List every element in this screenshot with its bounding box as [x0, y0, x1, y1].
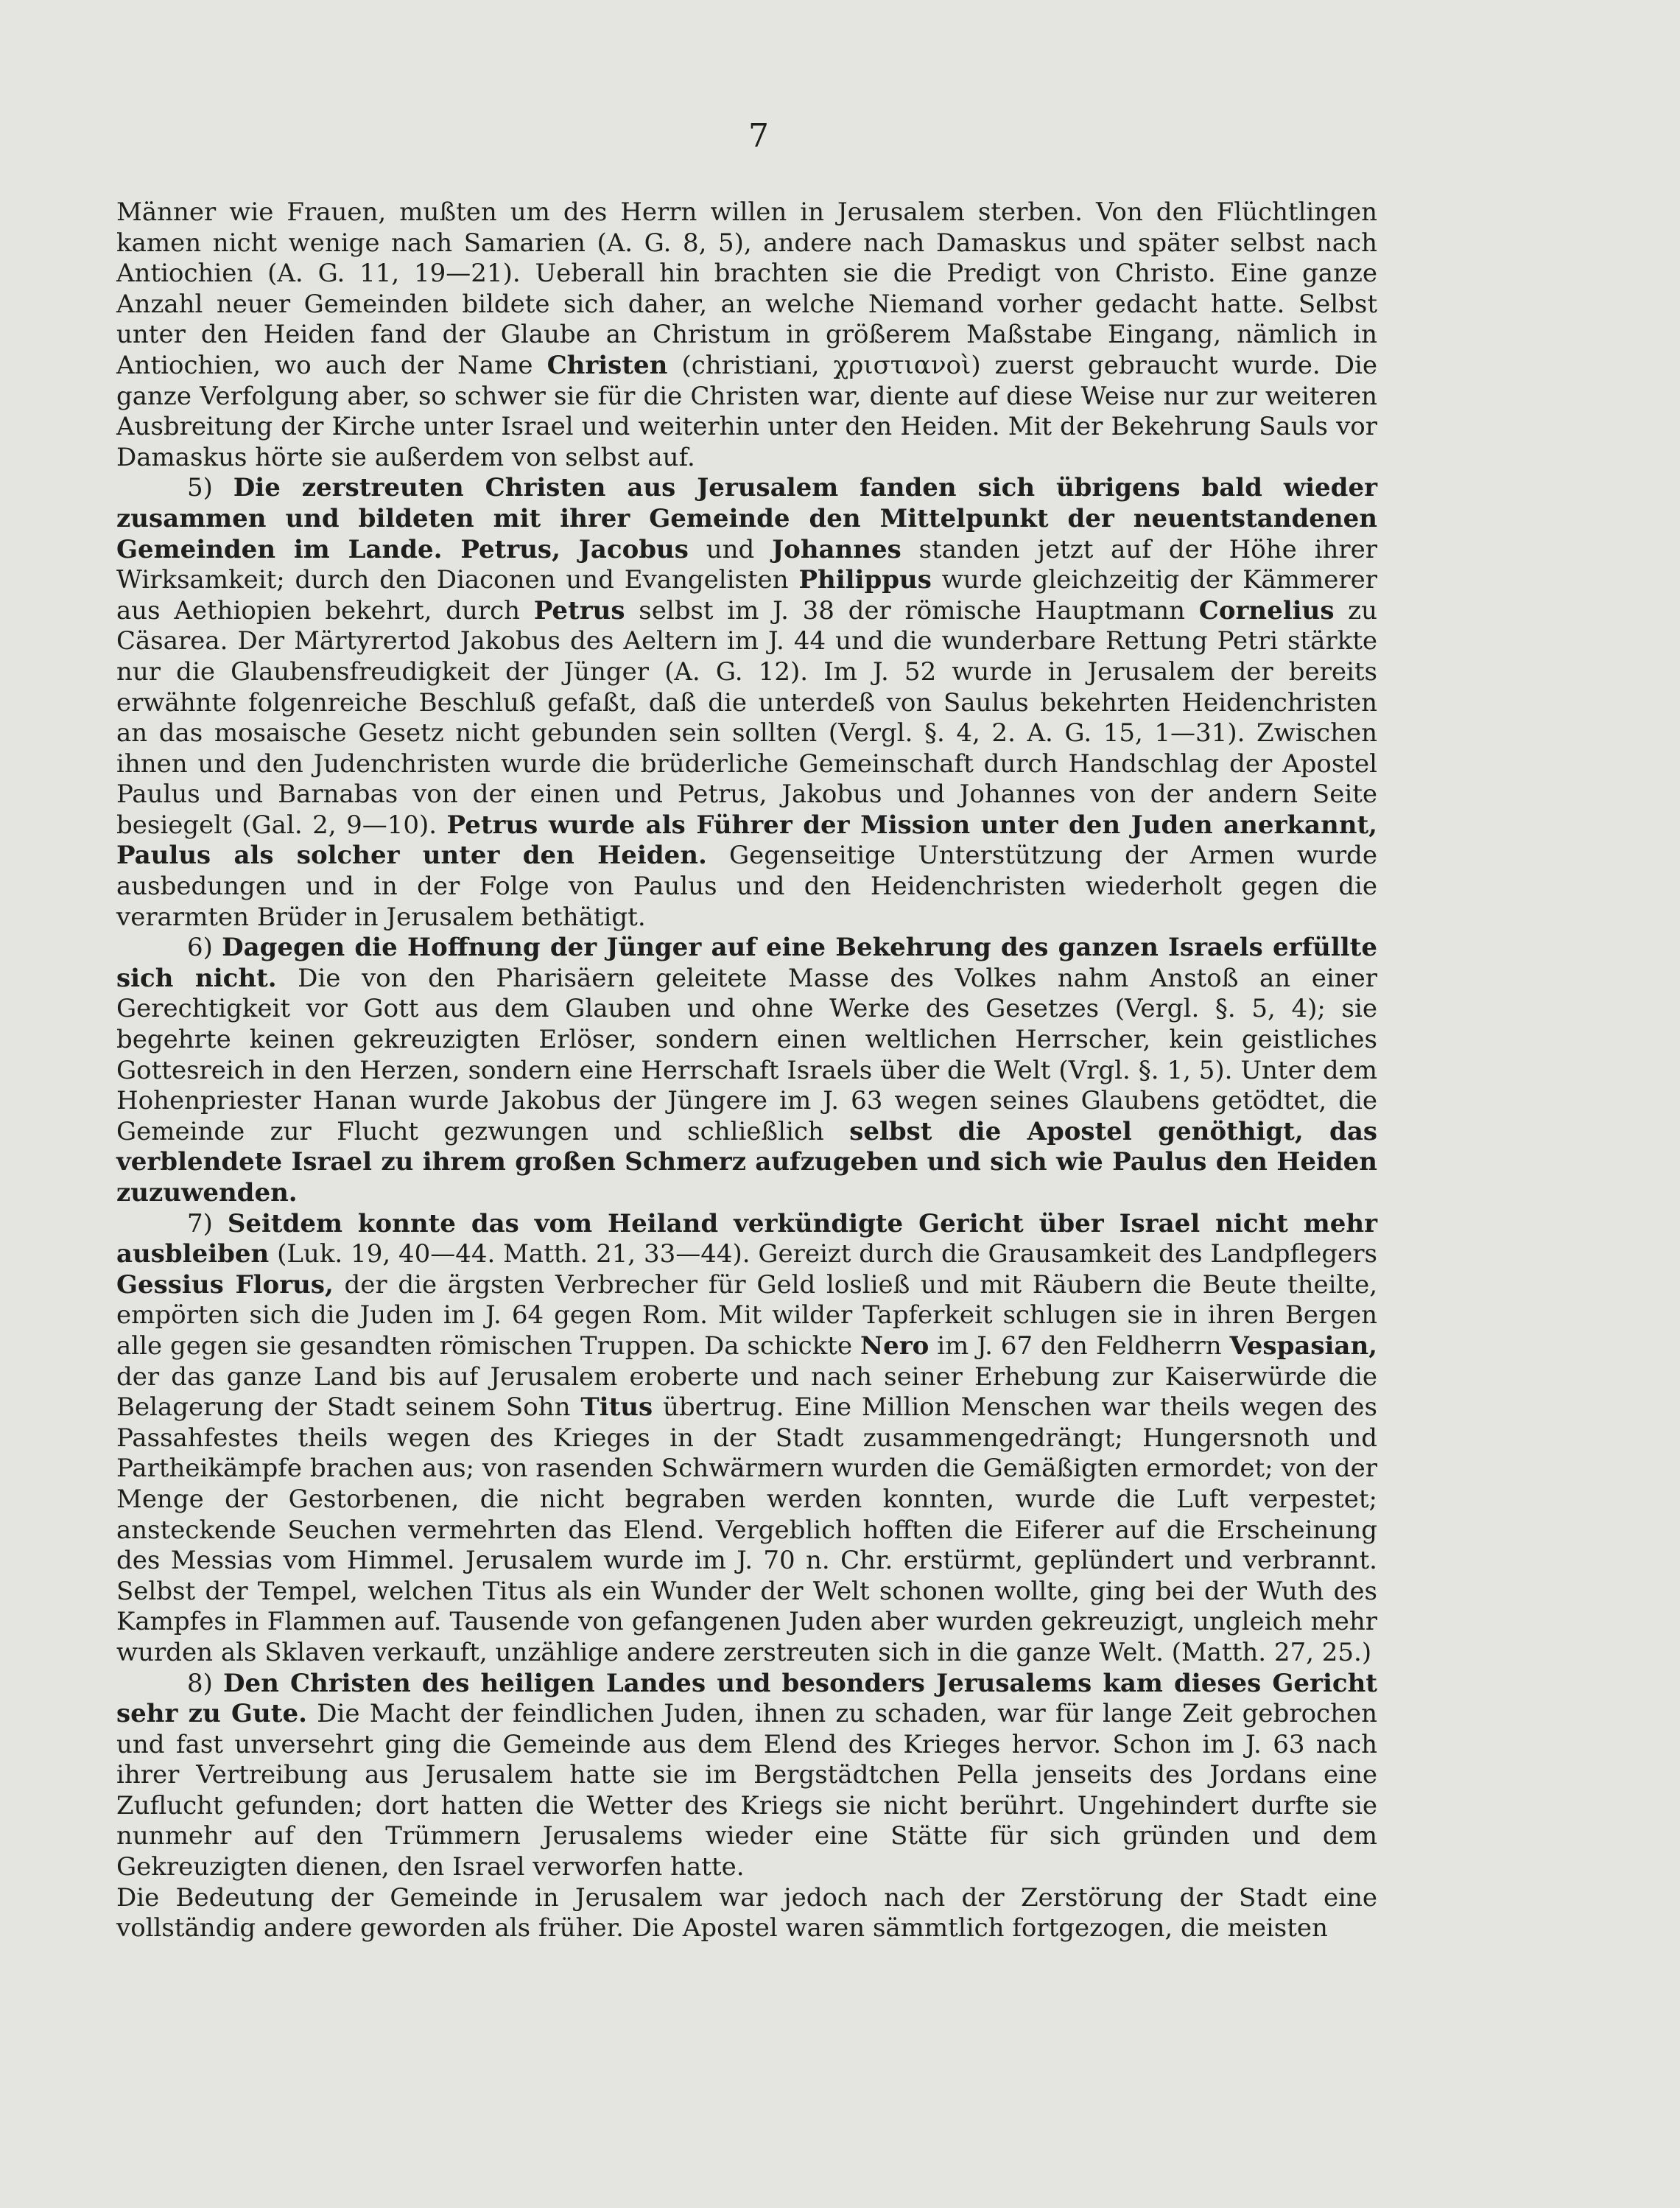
text-segment: Die Macht der feindlichen Juden, ihnen zu schaden, war für lange Zeit gebrochen und fast unversehrt ging die Gemeinde aus dem Elend des Krieges hervor. Schon im J. 63 nach ihrer Vertreibung aus Jerusalem hatte sie im Bergstädtchen Pella jenseits des Jordans eine Zuflucht gefunden; dort hatten die Wetter des Kriegs sie nicht berührt. Ungehindert durfte sie nunmehr auf den Trümmern Jerusalems wieder eine Stätte für sich gründen und dem Gekreuzigten dienen, den Israel verworfen hatte.	[116, 1699, 1377, 1882]
text-segment: im J. 67 den Feldherrn	[929, 1331, 1230, 1361]
bold-term: Nero	[860, 1331, 929, 1361]
bold-term: Titus	[580, 1392, 653, 1423]
paragraph-final	[116, 1883, 1377, 1944]
paragraph-8	[116, 1669, 1377, 1883]
paragraph-number: 7)	[187, 1208, 213, 1238]
text-segment: Männer wie Frauen, mußten um des Herrn willen in Jerusalem sterben. Von den Flüchtlingen kamen nicht wenige nach Samarien (A. G. 8, 5), andere nach Damaskus und später selbst nach Antiochien (A. G. 11, 19—21). Ueberall hin brachten sie die Predigt von Christo. Eine ganze Anzahl neuer Gemeinden bildete sich daher, an welche Niemand vorher gedacht hatte. Selbst unter den Heiden fand der Glaube an Christum in größerem Maßstabe Eingang, nämlich in Antiochien, wo auch der Name	[116, 197, 1377, 380]
paragraph-6	[116, 933, 1377, 1208]
page-number: 7	[748, 117, 769, 155]
bold-term: Dagegen die Hoffnung der Jünger auf eine Bekehrung des ganzen Israels erfüllte sich nicht.	[116, 933, 1378, 993]
bold-term: Seitdem konnte das vom Heiland verkündigte Gericht über Israel nicht mehr ausbleiben	[116, 1208, 1377, 1269]
bold-term: Die zerstreuten Christen aus Jerusalem fanden sich übrigens bald wieder zusammen und bildeten mit ihrer Gemeinde den Mittelpunkt der neuentstandenen Gemeinden im Lande. Petrus, Jacobus	[116, 473, 1378, 564]
bold-term: Cornelius	[1198, 595, 1335, 625]
text-segment: standen jetzt auf der Höhe ihrer Wirksamkeit; durch den Diaconen und Evangelisten	[116, 534, 1377, 595]
text-segment: der das ganze Land bis auf Jerusalem eroberte und nach seiner Erhebung zur Kaiserwürde die Belagerung der Stadt seinem Sohn	[116, 1361, 1377, 1423]
text-segment: selbst im J. 38 der römische Hauptmann	[625, 595, 1199, 625]
text-segment: Die Bedeutung der Gemeinde in Jerusalem war jedoch nach der Zerstörung der Stadt eine vollständig andere geworden als früher. Die Apostel waren sämmtlich fortgezogen, die meisten	[116, 1882, 1377, 1944]
paragraph-number: 5)	[187, 473, 213, 503]
bold-term: Den Christen des heiligen Landes und besonders Jerusalems kam dieses Gericht sehr zu Gute.	[116, 1668, 1378, 1729]
text-segment: Die von den Pharisäern geleitete Masse des Volkes nahm Anstoß an einer Gerechtigkeit vor Gott aus dem Glauben und ohne Werke des Gesetzes (Vergl. §. 5, 4); sie begehrte keinen gekreuzigten Erlöser, sondern einen weltlichen Herrscher, kein geistliches Gottesreich in den Herzen, sondern eine Herrschaft Israels über die Welt (Vrgl. §. 1, 5). Unter dem Hohenpriester Hanan wurde Jakobus der Jüngere im J. 63 wegen seines Glaubens getödtet, die Gemeinde zur Flucht gezwungen und schließlich	[116, 963, 1377, 1146]
text-segment: Gegenseitige Unterstützung der Armen wurde ausbedungen und in der Folge von Paulus und den Heidenchristen wiederholt gegen die verarmten Brüder in Jerusalem bethätigt.	[116, 841, 1377, 932]
bold-term: selbst die Apostel genöthigt, das verblendete Israel zu ihrem großen Schmerz aufzugeben und sich wie Paulus den Heiden zuzuwenden.	[116, 1116, 1378, 1208]
paragraph-5	[116, 473, 1377, 933]
bold-term: Vespasian,	[1229, 1331, 1378, 1361]
bold-term: Gessius Florus,	[116, 1269, 334, 1300]
bold-term: Johannes	[772, 534, 901, 564]
text-segment: wurde gleichzeitig der Kämmerer aus Aethiopien bekehrt, durch	[116, 565, 1377, 625]
bold-term: Petrus	[533, 595, 625, 625]
paragraph-continuation	[116, 197, 1377, 473]
paragraph-number: 6)	[187, 933, 213, 963]
text-segment: (Luk. 19, 40—44. Matth. 21, 33—44). Gereizt durch die Grausamkeit des Landpflegers	[269, 1239, 1377, 1269]
text-segment: übertrug. Eine Million Menschen war theils wegen des Passahfestes theils wegen des Krieges in der Stadt zusammengedrängt; Hungersnoth und Partheikämpfe brachen aus; von rasenden Schwärmern wurden die Gemäßigten ermordet; von der Menge der Gestorbenen, die nicht begraben werden konnten, wurde die Luft verpestet; ansteckende Seuchen vermehrten das Elend. Vergeblich hofften die Eiferer auf die Erscheinung des Messias vom Himmel. Jerusalem wurde im J. 70 n. Chr. erstürmt, geplündert und verbrannt. Selbst der Tempel, welchen Titus als ein Wunder der Welt schonen wollte, ging bei der Wuth des Kampfes in Flammen auf. Tausende von gefangenen Juden aber wurden gekreuzigt, ungleich mehr wurden als Sklaven verkauft, unzählige andere zerstreuten sich in die ganze Welt. (Matth. 27, 25.)	[116, 1392, 1378, 1667]
body-text	[116, 197, 1377, 1944]
text-segment: der die ärgsten Verbrecher für Geld losließ und mit Räubern die Beute theilte, empörten sich die Juden im J. 64 gegen Rom. Mit wilder Tapferkeit schlugen sie in ihren Bergen alle gegen sie gesandten römischen Truppen. Da schickte	[116, 1269, 1377, 1361]
bold-term: Petrus wurde als Führer der Mission unter den Juden anerkannt, Paulus als solcher unter den Heiden.	[116, 810, 1377, 871]
text-segment: (christiani, χριστιανοὶ) zuerst gebraucht wurde. Die ganze Verfolgung aber, so schwer sie für die Christen war, diente auf diese Weise nur zur weiteren Ausbreitung der Kirche unter Israel und weiterhin unter den Heiden. Mit der Bekehrung Sauls vor Damaskus hörte sie außerdem von selbst auf.	[116, 350, 1377, 472]
paragraph-7	[116, 1209, 1377, 1669]
bold-term: Philippus	[798, 565, 932, 595]
text-segment: zu Cäsarea. Der Märtyrertod Jakobus des Aeltern im J. 44 und die wunderbare Rettung Petri stärkte nur die Glaubensfreudigkeit der Jünger (A. G. 12). Im J. 52 wurde in Jerusalem der bereits erwähnte folgenreiche Beschluß gefaßt, daß die unterdeß von Saulus bekehrten Heidenchristen an das mosaische Gesetz nicht gebunden sein sollten (Vergl. §. 4, 2. A. G. 15, 1—31). Zwischen ihnen und den Judenchristen wurde die brüderliche Gemeinschaft durch Handschlag der Apostel Paulus und Barnabas von der einen und Petrus, Jakobus und Johannes von der andern Seite besiegelt (Gal. 2, 9—10).	[116, 595, 1377, 840]
text-segment: und	[688, 534, 773, 564]
paragraph-number: 8)	[187, 1668, 213, 1698]
bold-term: Christen	[546, 350, 668, 380]
